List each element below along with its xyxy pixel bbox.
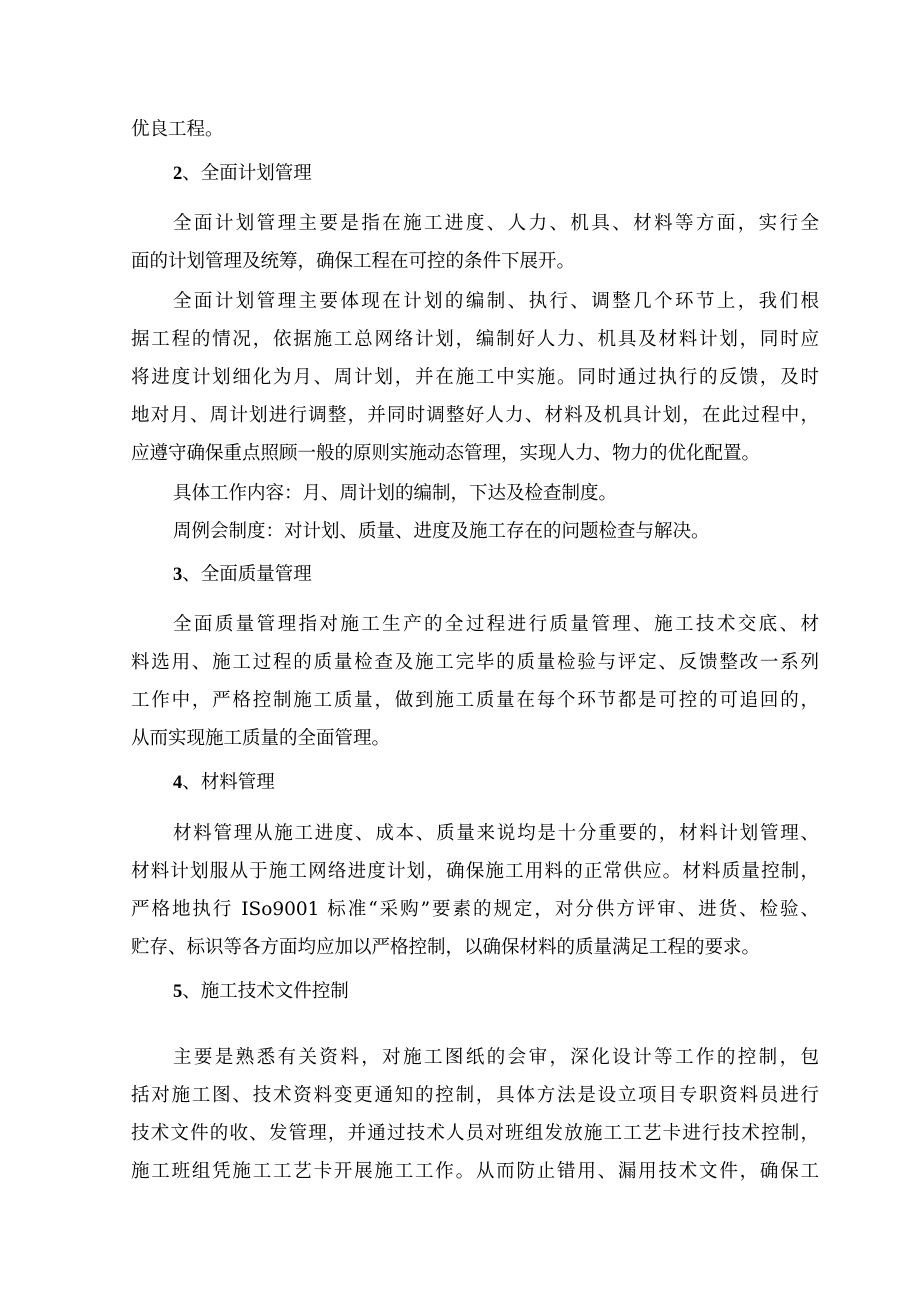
paragraph-line: 工作中，严格控制施工质量，做到施工质量在每个环节都是可控的可追回的， <box>131 690 819 711</box>
paragraph-line: 全面质量管理指对施工生产的全过程进行质量管理、施工技术交底、材 <box>173 614 819 635</box>
paragraph-line: 应遵守确保重点照顾一般的原则实施动态管理，实现人力、物力的优化配置。 <box>131 443 761 464</box>
heading-separator: 、 <box>182 163 201 184</box>
heading-title: 材料管理 <box>200 772 275 793</box>
paragraph-line: 据工程的情况，依据施工总网络计划，编制好人力、机具及材料计划，同时应 <box>131 329 819 350</box>
section-heading-3 <box>173 563 312 587</box>
paragraph-line: 全面计划管理主要体现在计划的编制、执行、调整几个环节上，我们根 <box>173 291 819 312</box>
paragraph-line: 优良工程。 <box>131 119 224 140</box>
paragraph-line: 材料管理从施工进度、成本、质量来说均是十分重要的，材料计划管理、 <box>173 823 819 844</box>
paragraph-line: 材料计划服从于施工网络进度计划，确保施工用料的正常供应。材料质量控制， <box>131 861 819 882</box>
heading-number: 2 <box>173 164 183 184</box>
paragraph-line: 严格地执行 ISo9001 标准“采购”要素的规定，对分供方评审、进货、检验、 <box>131 899 819 920</box>
paragraph-line: 周例会制度：对计划、质量、进度及施工存在的问题检查与解决。 <box>173 521 710 542</box>
heading-title: 施工技术文件控制 <box>200 981 349 1002</box>
paragraph-line: 从而实现施工质量的全面管理。 <box>131 728 391 749</box>
section-heading-5 <box>173 980 349 1004</box>
paragraph-line: 贮存、标识等各方面均应加以严格控制，以确保材料的质量满足工程的要求。 <box>131 937 761 958</box>
paragraph-line: 主要是熟悉有关资料，对施工图纸的会审，深化设计等工作的控制，包 <box>173 1047 819 1068</box>
paragraph-line: 全面计划管理主要是指在施工进度、人力、机具、材料等方面，实行全 <box>173 213 819 234</box>
heading-separator: 、 <box>182 772 201 793</box>
heading-separator: 、 <box>182 564 201 585</box>
heading-separator: 、 <box>182 981 201 1002</box>
paragraph-line: 将进度计划细化为月、周计划，并在施工中实施。同时通过执行的反馈，及时 <box>131 367 819 388</box>
paragraph-line: 技术文件的收、发管理，并通过技术人员对班组发放施工工艺卡进行技术控制， <box>131 1123 819 1144</box>
heading-number: 3 <box>173 565 183 585</box>
section-heading-2 <box>173 162 312 186</box>
heading-number: 5 <box>173 982 183 1002</box>
paragraph-line: 地对月、周计划进行调整，并同时调整好人力、材料及机具计划，在此过程中， <box>131 405 819 426</box>
heading-title: 全面计划管理 <box>200 163 312 184</box>
paragraph-line: 具体工作内容：月、周计划的编制，下达及检查制度。 <box>173 483 618 504</box>
heading-title: 全面质量管理 <box>200 564 312 585</box>
heading-number: 4 <box>173 773 183 793</box>
section-heading-4 <box>173 771 275 795</box>
paragraph-line: 施工班组凭施工工艺卡开展施工工作。从而防止错用、漏用技术文件，确保工 <box>131 1161 819 1182</box>
paragraph-line: 括对施工图、技术资料变更通知的控制，具体方法是设立项目专职资料员进行 <box>131 1085 819 1106</box>
paragraph-line: 料选用、施工过程的质量检查及施工完毕的质量检验与评定、反馈整改一系列 <box>131 652 819 673</box>
paragraph-line: 面的计划管理及统筹，确保工程在可控的条件下展开。 <box>131 251 576 272</box>
